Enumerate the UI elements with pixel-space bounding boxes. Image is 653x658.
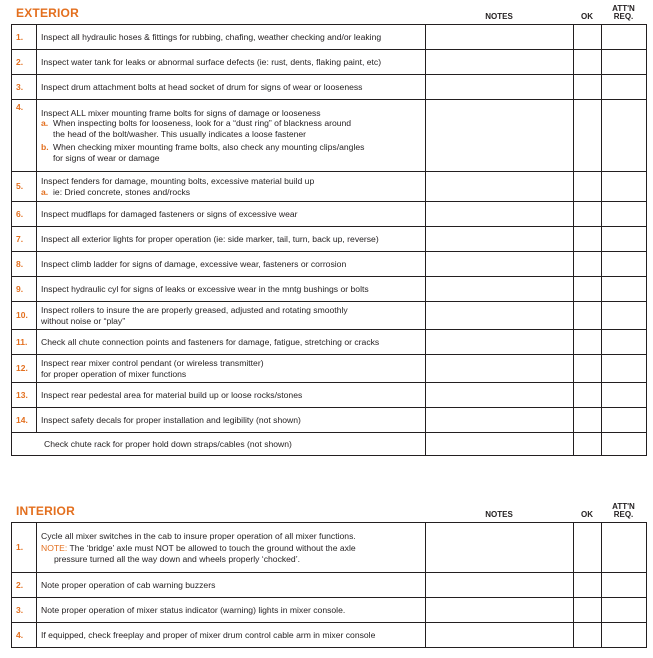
item-description [37,302,426,330]
item-number: 8. [12,252,37,277]
item-description: Check all chute connection points and fasteners for damage, fatigue, stretching or cracks [37,330,426,355]
interior-title: INTERIOR [16,504,75,518]
ok-column-header: OK [581,12,593,21]
attention-cell[interactable] [602,25,647,50]
item-description: Inspect all exterior lights for proper operation (ie: side marker, tail, turn, back up, reverse) [37,227,426,252]
attention-cell[interactable] [602,202,647,227]
attention-cell[interactable] [602,433,647,456]
exterior-header [11,0,646,24]
sub-text-line1: When inspecting bolts for looseness, look for a “dust ring” of blackness around [53,118,352,129]
interior-header [11,498,646,522]
table-row [12,202,647,227]
attention-cell[interactable] [602,100,647,172]
sub-letter: b. [41,142,49,153]
table-row [12,573,647,598]
sub-text-line2: for signs of wear or damage [53,152,160,163]
notes-cell[interactable] [426,383,574,408]
table-row [12,227,647,252]
table-row [12,277,647,302]
ok-cell[interactable] [574,433,602,456]
item-main-text: Cycle all mixer switches in the cab to insure proper operation of all mixer functions. [41,530,356,541]
item-description: Inspect hydraulic cyl for signs of leaks or excessive wear in the mntg bushings or bolts [37,277,426,302]
notes-cell[interactable] [426,277,574,302]
item-description: Inspect climb ladder for signs of damage, excessive wear, fasteners or corrosion [37,252,426,277]
item-description: Note proper operation of cab warning buzzers [37,573,426,598]
att-line1: ATT'N [612,4,635,13]
notes-cell[interactable] [426,623,574,648]
attention-cell[interactable] [602,75,647,100]
ok-cell[interactable] [574,25,602,50]
interior-checklist-table [11,522,647,648]
interior-section [11,498,646,648]
item-description: Inspect all hydraulic hoses & fittings for rubbing, chafing, weather checking and/or leaking [37,25,426,50]
notes-cell[interactable] [426,355,574,383]
attention-cell[interactable] [602,302,647,330]
item-main-text: Inspect ALL mixer mounting frame bolts for signs of damage or looseness [41,107,321,118]
notes-cell[interactable] [426,25,574,50]
item-description: Inspect water tank for leaks or abnormal surface defects (ie: rust, dents, flaking paint, etc) [37,50,426,75]
ok-cell[interactable] [574,100,602,172]
ok-cell[interactable] [574,75,602,100]
notes-cell[interactable] [426,227,574,252]
item-number: 5. [12,172,37,202]
table-row [12,25,647,50]
notes-cell[interactable] [426,202,574,227]
notes-column-header: NOTES [485,510,513,519]
sub-item-a [41,187,421,198]
item-number: 2. [12,50,37,75]
item-note [41,543,421,554]
sub-letter: a. [41,118,49,129]
ok-cell[interactable] [574,523,602,573]
table-row [12,252,647,277]
ok-cell[interactable] [574,202,602,227]
item-description: Inspect drum attachment bolts at head socket of drum for signs of wear or looseness [37,75,426,100]
ok-cell[interactable] [574,277,602,302]
item-number: 1. [12,25,37,50]
sub-item-b [41,142,421,163]
table-row [12,75,647,100]
notes-cell[interactable] [426,50,574,75]
item-number: 11. [12,330,37,355]
item-text-line2: without noise or “play” [41,315,126,326]
notes-cell[interactable] [426,408,574,433]
sub-text-line1: ie: Dried concrete, stones and/rocks [53,186,191,197]
ok-cell[interactable] [574,573,602,598]
att-line2: REQ. [613,510,634,519]
sub-item-a [41,118,421,139]
notes-cell[interactable] [426,433,574,456]
attention-cell[interactable] [602,573,647,598]
item-main-text: Inspect fenders for damage, mounting bolts, excessive material build up [41,176,315,186]
notes-cell[interactable] [426,523,574,573]
attention-cell[interactable] [602,172,647,202]
ok-cell[interactable] [574,252,602,277]
sub-text-line1: When checking mixer mounting frame bolts, also check any mounting clips/angles [53,142,365,153]
item-description: If equipped, check freeplay and proper of mixer drum control cable arm in mixer console [37,623,426,648]
notes-cell[interactable] [426,100,574,172]
attention-column-header [601,5,646,21]
notes-cell[interactable] [426,75,574,100]
ok-cell[interactable] [574,302,602,330]
attention-cell[interactable] [602,383,647,408]
attention-cell[interactable] [602,330,647,355]
attention-column-header [601,503,646,519]
attention-cell[interactable] [602,227,647,252]
attention-cell[interactable] [602,623,647,648]
note-text: The ‘bridge’ axle must NOT be allowed to touch the ground without the axle [69,543,356,554]
attention-cell[interactable] [602,277,647,302]
item-number: 3. [12,75,37,100]
ok-cell[interactable] [574,408,602,433]
table-row [12,433,647,456]
table-row [12,330,647,355]
sub-text-line2: the head of the bolt/washer. This usually indicates a loose fastener [53,128,307,139]
item-description: Check chute rack for proper hold down straps/cables (not shown) [12,433,426,456]
item-text-line1: Inspect rear mixer control pendant (or wireless transmitter) [41,358,264,368]
item-number: 10. [12,302,37,330]
att-line1: ATT'N [612,502,635,511]
table-row [12,302,647,330]
ok-cell[interactable] [574,330,602,355]
attention-cell[interactable] [602,355,647,383]
item-description: Inspect mudflaps for damaged fasteners or signs of excessive wear [37,202,426,227]
ok-cell[interactable] [574,50,602,75]
ok-cell[interactable] [574,227,602,252]
attention-cell[interactable] [602,408,647,433]
table-row [12,623,647,648]
notes-cell[interactable] [426,330,574,355]
notes-cell[interactable] [426,302,574,330]
item-description: Note proper operation of mixer status indicator (warning) lights in mixer console. [37,598,426,623]
item-description [37,172,426,202]
item-number: 2. [12,573,37,598]
attention-cell[interactable] [602,523,647,573]
item-description: Inspect safety decals for proper installation and legibility (not shown) [37,408,426,433]
notes-cell[interactable] [426,598,574,623]
attention-cell[interactable] [602,598,647,623]
table-row [12,355,647,383]
notes-cell[interactable] [426,172,574,202]
sub-letter: a. [41,186,49,197]
item-number: 4. [12,100,37,172]
item-number: 12. [12,355,37,383]
attention-cell[interactable] [602,252,647,277]
item-number: 7. [12,227,37,252]
item-description [37,355,426,383]
ok-cell[interactable] [574,598,602,623]
item-number: 9. [12,277,37,302]
table-row [12,100,647,172]
att-line2: REQ. [613,12,634,21]
ok-cell[interactable] [574,172,602,202]
item-description [37,523,426,573]
table-row [12,408,647,433]
item-number: 13. [12,383,37,408]
ok-cell[interactable] [574,383,602,408]
item-number: 4. [12,623,37,648]
table-row [12,50,647,75]
table-row [12,383,647,408]
item-number: 1. [12,523,37,573]
item-text-line1: Inspect rollers to insure the are properly greased, adjusted and rotating smoothly [41,305,348,315]
notes-column-header: NOTES [485,12,513,21]
item-number: 3. [12,598,37,623]
item-description: Inspect rear pedestal area for material build up or loose rocks/stones [37,383,426,408]
item-number: 6. [12,202,37,227]
note-text-line2: pressure turned all the way down and wheels properly ‘chocked’. [54,553,301,564]
notes-cell[interactable] [426,573,574,598]
notes-cell[interactable] [426,252,574,277]
item-text-line2: for proper operation of mixer functions [41,368,187,379]
table-row [12,523,647,573]
item-number: 14. [12,408,37,433]
ok-cell[interactable] [574,623,602,648]
table-row [12,172,647,202]
exterior-title: EXTERIOR [16,6,79,20]
ok-cell[interactable] [574,355,602,383]
exterior-section [11,0,646,456]
exterior-checklist-table [11,24,647,456]
ok-column-header: OK [581,510,593,519]
item-description [37,100,426,172]
table-row [12,598,647,623]
note-label: NOTE: [41,543,68,554]
attention-cell[interactable] [602,50,647,75]
